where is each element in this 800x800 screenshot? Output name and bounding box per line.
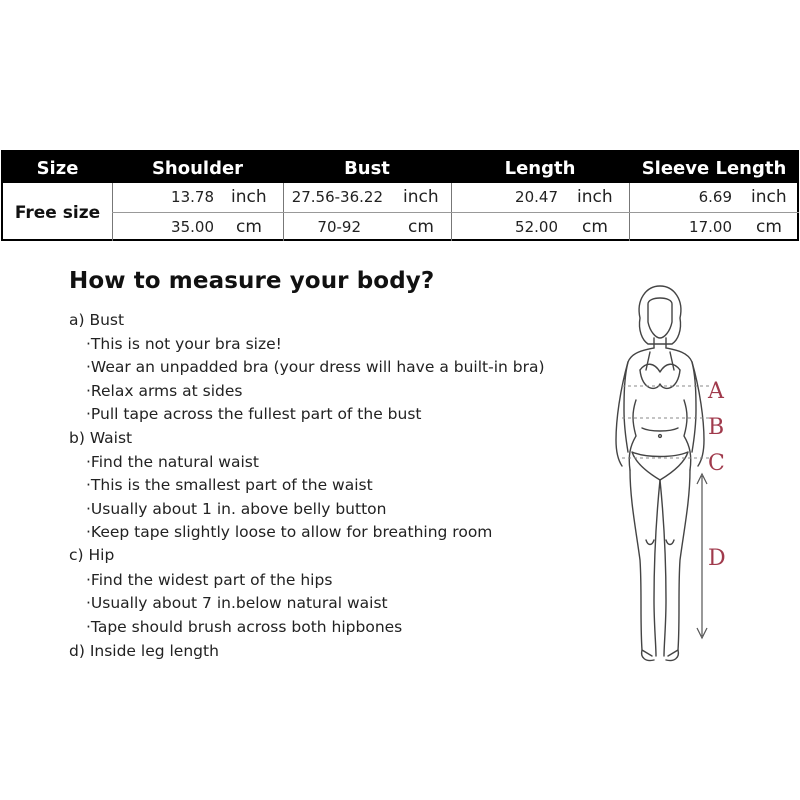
unit-label: inch <box>751 187 787 207</box>
tip-line: ·Find the natural waist <box>86 453 259 471</box>
header-bust: Bust <box>344 158 390 179</box>
tip-line: ·Relax arms at sides <box>86 382 243 400</box>
bust-cm-value: 70-92 <box>317 218 361 236</box>
guide-title: How to measure your body? <box>69 268 435 294</box>
unit-label: inch <box>403 187 439 207</box>
label-c: C <box>708 451 725 476</box>
unit-label: cm <box>756 217 782 237</box>
unit-label: cm <box>408 217 434 237</box>
header-size: Size <box>36 158 79 179</box>
body-figure-svg <box>600 280 750 670</box>
row-divider <box>112 212 799 213</box>
unit-label: cm <box>582 217 608 237</box>
label-b: B <box>708 415 725 440</box>
label-d: D <box>708 546 726 571</box>
header-sleeve-length: Sleeve Length <box>641 158 787 179</box>
tip-line: ·Usually about 1 in. above belly button <box>86 500 387 518</box>
tip-line: ·Usually about 7 in.below natural waist <box>86 594 388 612</box>
label-a: A <box>708 379 724 404</box>
tip-line: ·Tape should brush across both hipbones <box>86 618 403 636</box>
shoulder-inch-value: 13.78 <box>171 188 214 206</box>
tip-line: ·This is the smallest part of the waist <box>86 476 373 494</box>
header-shoulder: Shoulder <box>151 158 244 179</box>
section-heading-waist: b) Waist <box>69 429 133 447</box>
size-table <box>1 150 799 241</box>
sleeve-inch-value: 6.69 <box>698 188 732 206</box>
tip-line: ·This is not your bra size! <box>86 335 282 353</box>
section-heading-hip: c) Hip <box>69 546 115 564</box>
tip-line: ·Keep tape slightly loose to allow for breathing room <box>86 523 493 541</box>
length-inch-value: 20.47 <box>515 188 558 206</box>
sleeve-cm-value: 17.00 <box>689 218 732 236</box>
size-label-free-size: Free size <box>14 203 101 223</box>
section-heading-bust: a) Bust <box>69 311 125 329</box>
length-cm-value: 52.00 <box>515 218 558 236</box>
header-length: Length <box>504 158 576 179</box>
unit-label: cm <box>236 217 262 237</box>
tip-line: ·Find the widest part of the hips <box>86 571 333 589</box>
tip-line: ·Pull tape across the fullest part of the bust <box>86 405 422 423</box>
unit-label: inch <box>577 187 613 207</box>
unit-label: inch <box>231 187 267 207</box>
table-header-row <box>3 152 797 183</box>
shoulder-cm-value: 35.00 <box>171 218 214 236</box>
tip-line: ·Wear an unpadded bra (your dress will have a built-in bra) <box>86 358 545 376</box>
bust-inch-value: 27.56-36.22 <box>291 188 383 206</box>
section-heading-inside-leg: d) Inside leg length <box>69 642 219 660</box>
body-figure-illustration <box>600 280 750 670</box>
